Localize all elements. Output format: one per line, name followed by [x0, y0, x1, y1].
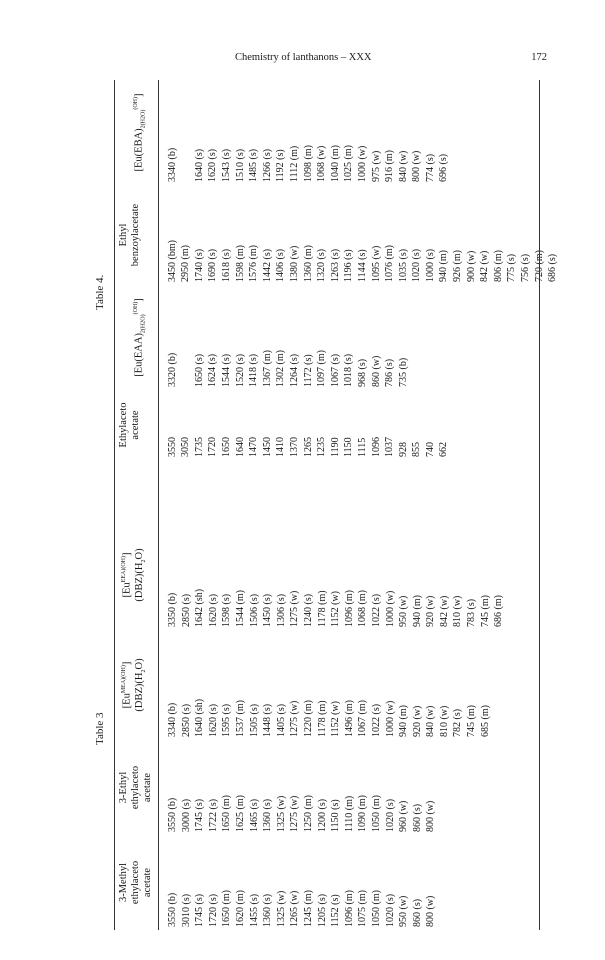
table4-col1-cell: 1640	[234, 437, 246, 457]
table4-header-col3: Ethyl benzoylacetate	[118, 203, 141, 267]
table4-col3-cell: 1020 (s)	[411, 248, 423, 282]
table3-col1-cell: 1455 (s)	[248, 893, 260, 927]
table3-col4-cell: 1598 (s)	[221, 593, 233, 627]
table3-col3-cell: 1275 (w)	[289, 700, 301, 737]
table3-col4-cell: 1152 (w)	[330, 590, 342, 627]
table3-col3-cell: 745 (m)	[466, 705, 478, 737]
table3-col2-cell: 1465 (s)	[248, 798, 260, 832]
table3-col4-cell: 1178 (m)	[316, 590, 328, 627]
table3-col2-cell: 1020 (s)	[384, 798, 396, 832]
table4-col4-cell	[179, 80, 193, 182]
table4-col1-cell: 1235	[316, 437, 328, 457]
table3-header-col1: 3-Methyl ethylaceto acetate	[118, 860, 153, 905]
table3-col2-cell: 1745 (s)	[194, 798, 206, 832]
table4-col4-cell: 1112 (m)	[288, 145, 300, 182]
table3-col4-cell: 745 (m)	[479, 595, 491, 627]
table3-col3-cell: 1448 (s)	[262, 703, 274, 737]
table3-col2-cell: 1275 (w)	[289, 795, 301, 832]
table3-header-col3: $[Eu^{MEA)(OH)}]$ $(DBZ)(H_2O)$	[121, 658, 147, 712]
table4-col1-cell: 740	[424, 442, 436, 457]
table3-col1-cell: 1265 (w)	[289, 890, 301, 927]
table3-col4	[166, 520, 506, 630]
table3-col3-cell: 782 (s)	[452, 708, 464, 737]
running-head-title: Chemistry of lanthanons – XXX	[235, 52, 372, 63]
table4-col1-cell: 1190	[329, 437, 341, 457]
table4-col1-cell: 1265	[302, 437, 314, 457]
table3-col2-cell: 1110 (m)	[343, 795, 355, 832]
table3-col2-cell: 1625 (m)	[234, 795, 246, 832]
table3-col4-cell: 1620 (s)	[207, 593, 219, 627]
table3-col4-cell: 783 (s)	[466, 598, 478, 627]
table4-col2-cell: 1264 (s)	[288, 353, 300, 387]
table3-col4-cell: 1506 (s)	[248, 593, 260, 627]
table3-col3-cell: 1152 (w)	[330, 700, 342, 737]
table3-col3	[166, 630, 506, 740]
table4-col2-cell: 1172 (s)	[302, 354, 314, 387]
table4-col3-cell: 686 (s)	[547, 253, 559, 282]
table4-col3-cell: 1360 (m)	[302, 245, 314, 282]
table3-col2-cell: 1050 (m)	[370, 795, 382, 832]
table4-col3-cell: 1618 (s)	[220, 248, 232, 282]
table3-col4-cell: 950 (w)	[398, 595, 410, 627]
table4-col2-cell: 1544 (s)	[220, 353, 232, 387]
table4-col3-cell: 1076 (m)	[384, 245, 396, 282]
table4-col3	[166, 185, 560, 285]
table4-col1-cell: 1115	[356, 437, 368, 457]
table3-col2-cell: 800 (w)	[425, 800, 437, 832]
table4-col4-cell: 1620 (s)	[207, 148, 219, 182]
table3-col2-cell: 1090 (m)	[357, 795, 369, 832]
table3-col1-cell: 3010 (s)	[180, 893, 192, 927]
table3-col3-cell: 1067 (m)	[357, 700, 369, 737]
table3-col3-cell: 3340 (b)	[167, 702, 178, 737]
table4-col2-cell: 3320 (b)	[166, 352, 178, 387]
table3-col4-cell: 1096 (m)	[343, 590, 355, 627]
table3-col3-cell: 1505 (s)	[248, 703, 260, 737]
table4-col1-cell: 1470	[248, 437, 260, 457]
table3-col1-cell: 860 (s)	[411, 898, 423, 927]
table3-col3-cell: 1620 (s)	[207, 703, 219, 737]
table4	[118, 80, 560, 460]
table3-col1-cell: 1245 (m)	[302, 890, 314, 927]
table4-col1-cell: 1150	[343, 437, 355, 457]
table4-col3-cell: 756 (s)	[520, 253, 532, 282]
table4-col2-cell: 1367 (m)	[261, 350, 273, 387]
table4-col4-cell: 1266 (s)	[261, 148, 273, 182]
table3-col3-cell: 685 (m)	[479, 705, 491, 737]
table3-col4-cell: 1544 (m)	[234, 590, 246, 627]
table3-col3-cell: 840 (w)	[425, 705, 437, 737]
table4-col2-cell: 1018 (s)	[343, 353, 355, 387]
table4-col4-cell: 975 (w)	[370, 150, 382, 182]
table3-col3-cell: 1405 (s)	[275, 703, 287, 737]
table3-col1-cell: 1720 (s)	[207, 893, 219, 927]
table4-col3-cell: 1263 (s)	[329, 248, 341, 282]
table4-col2-cell: 1624 (s)	[207, 353, 219, 387]
table4-col2-cell: 1650 (s)	[193, 353, 205, 387]
table4-col4-cell: 1640 (s)	[193, 148, 205, 182]
table3-col2-cell: 1360 (s)	[262, 798, 274, 832]
table4-col1-cell: 1735	[193, 437, 205, 457]
table3-col1-cell: 1152 (s)	[330, 894, 342, 927]
table3	[118, 520, 506, 930]
top-rule	[114, 80, 115, 930]
table3-col3-cell: 920 (w)	[411, 705, 423, 737]
table3-col1-cell: 1205 (s)	[316, 893, 328, 927]
table3-col1-cell: 1075 (m)	[357, 890, 369, 927]
table3-col4-cell: 1306 (s)	[275, 593, 287, 627]
table4-col3-cell: 1000 (s)	[424, 248, 436, 282]
table4-col2-cell: 860 (w)	[370, 355, 382, 387]
table4-col1-cell: 1410	[275, 437, 287, 457]
table3-col1-cell: 1325 (w)	[275, 890, 287, 927]
table4-header-col4: $[Eu(EBA)_{2(H2O)}^{(OH)}]$	[133, 93, 147, 172]
table4-col1	[166, 390, 560, 460]
table3-col4-cell: 1068 (m)	[357, 590, 369, 627]
table3-col2-cell: 960 (w)	[398, 800, 410, 832]
table4-col3-cell: 1406 (s)	[275, 248, 287, 282]
table3-col4-cell: 810 (w)	[452, 595, 464, 627]
table3-col2-cell: 3000 (s)	[180, 798, 192, 832]
table3-col4-cell: 1000 (w)	[384, 590, 396, 627]
table4-col3-cell: 1576 (m)	[248, 245, 260, 282]
table3-col4-cell: 1240 (s)	[302, 593, 314, 627]
table3-col2-cell: 1722 (s)	[207, 798, 219, 832]
table3-header-col4: $[Eu^{EEA)(OH)}]$ $(DBZ)(H_2O)$	[121, 548, 147, 602]
table4-caption: Table 4.	[94, 274, 106, 310]
table4-col2	[166, 285, 560, 390]
table4-col2-cell	[179, 285, 193, 387]
table4-col3-cell: 1320 (s)	[316, 248, 328, 282]
table4-header-col2: $[Eu(EAA)_{2(H2O)}^{(OH)}]$	[133, 298, 147, 377]
table4-col4-cell: 1040 (m)	[329, 145, 341, 182]
table3-caption: Table 3	[94, 712, 106, 745]
table4-col1-cell: 1720	[207, 437, 219, 457]
table4-col1-cell: 1450	[261, 437, 273, 457]
table4-col4-cell: 800 (w)	[411, 150, 423, 182]
table4-col1-cell: 3050	[180, 437, 192, 457]
table3-col4-cell: 1450 (s)	[262, 593, 274, 627]
table3-col3-cell: 1640 (sh)	[194, 698, 206, 737]
table4-col3-cell: 900 (w)	[465, 250, 477, 282]
table4-col3-cell: 806 (m)	[492, 250, 504, 282]
table4-col3-cell: 720 (m)	[533, 250, 545, 282]
table3-col2-cell: 1650 (m)	[221, 795, 233, 832]
table4-col3-cell: 1380 (w)	[288, 245, 300, 282]
table3-col1-cell: 3550 (b)	[167, 892, 178, 927]
table4-col1-cell: 1650	[220, 437, 232, 457]
table3-header-col2: 3-Ethyl ethylaceto acetate	[118, 765, 153, 810]
table3-col1	[166, 835, 506, 930]
table3-col2-cell: 1325 (w)	[275, 795, 287, 832]
table3-col4-cell: 1275 (w)	[289, 590, 301, 627]
table3-col4-cell: 3350 (b)	[167, 592, 178, 627]
table3-col3-cell: 1537 (m)	[234, 700, 246, 737]
table4-col3-cell: 775 (s)	[506, 253, 518, 282]
table3-col1-cell: 1360 (s)	[262, 893, 274, 927]
table4-col3-cell: 1144 (s)	[356, 249, 368, 282]
table4-col4	[166, 80, 560, 185]
table4-col2-cell: 1097 (m)	[316, 350, 328, 387]
table3-col3-cell: 940 (m)	[398, 705, 410, 737]
table3-col1-cell: 1050 (m)	[370, 890, 382, 927]
table4-col4-cell: 1192 (s)	[275, 149, 287, 182]
table4-col2-cell: 1302 (m)	[275, 350, 287, 387]
table3-col3-cell: 1595 (s)	[221, 703, 233, 737]
table4-col2-cell: 1520 (s)	[234, 353, 246, 387]
table4-col4-cell: 916 (m)	[384, 150, 396, 182]
table4-col3-cell: 842 (w)	[479, 250, 491, 282]
table4-col1-cell: 1370	[288, 437, 300, 457]
table3-col3-cell: 1178 (m)	[316, 700, 328, 737]
table4-col2-cell: 1067 (s)	[329, 353, 341, 387]
table4-col2-cell: 735 (b)	[397, 357, 409, 387]
table4-col4-cell: 840 (w)	[397, 150, 409, 182]
table4-col2-cell: 1418 (s)	[248, 353, 260, 387]
table3-col4-cell: 1642 (sh)	[194, 588, 206, 627]
table3-col4-cell: 1022 (s)	[370, 593, 382, 627]
table3-col4-cell: 686 (m)	[493, 595, 505, 627]
table3-col1-cell: 1650 (m)	[221, 890, 233, 927]
table4-col1-cell: 928	[397, 442, 409, 457]
table4-col4-cell: 3340 (b)	[166, 147, 178, 182]
table4-col4-cell: 1510 (s)	[234, 148, 246, 182]
table3-col4-cell: 842 (w)	[438, 595, 450, 627]
table4-col3-cell: 940 (m)	[438, 250, 450, 282]
table3-col1-cell: 1620 (m)	[234, 890, 246, 927]
table4-col3-cell: 1740 (s)	[193, 248, 205, 282]
table4-header-col1: Ethylaceto acetate	[118, 402, 141, 448]
table3-col1-cell: 950 (w)	[398, 895, 410, 927]
table3-col1-cell: 800 (w)	[425, 895, 437, 927]
table3-col2-cell: 1150 (s)	[330, 799, 342, 832]
table4-col3-cell: 2950 (m)	[180, 245, 192, 282]
table4-col1-cell: 855	[411, 442, 423, 457]
table4-col3-cell: 1196 (s)	[343, 249, 355, 282]
table4-col4-cell: 1000 (w)	[356, 145, 368, 182]
rotated-tables	[94, 80, 559, 930]
table4-col4-cell: 1098 (m)	[302, 145, 314, 182]
table3-col1-cell: 1096 (m)	[343, 890, 355, 927]
table3-col1-cell: 1745 (s)	[194, 893, 206, 927]
table4-col3-cell: 1442 (s)	[261, 248, 273, 282]
table3-col3-cell: 1496 (m)	[343, 700, 355, 737]
table4-col4-cell: 1068 (w)	[316, 145, 328, 182]
table3-col2-cell: 3550 (b)	[167, 797, 178, 832]
table3-col2-cell: 1200 (s)	[316, 798, 328, 832]
table3-col2	[166, 740, 506, 835]
table4-col2-cell: 786 (s)	[384, 358, 396, 387]
table4-col4-cell: 774 (s)	[424, 153, 436, 182]
table3-col3-cell: 1000 (w)	[384, 700, 396, 737]
table4-col3-cell: 3450 (bm)	[166, 240, 178, 282]
table3-col4-cell: 940 (m)	[411, 595, 423, 627]
table3-col4-cell: 920 (w)	[425, 595, 437, 627]
table4-col1-cell: 3550	[166, 437, 178, 457]
table4-col4-cell: 1543 (s)	[220, 148, 232, 182]
table3-col2-cell: 860 (s)	[411, 803, 423, 832]
table4-col4-cell: 696 (s)	[438, 153, 450, 182]
table3-col4-cell: 2850 (s)	[180, 593, 192, 627]
table3-col3-cell: 2850 (s)	[180, 703, 192, 737]
table4-col3-cell: 1690 (s)	[207, 248, 219, 282]
table3-col3-cell: 810 (w)	[438, 705, 450, 737]
page-number: 172	[531, 52, 547, 63]
table4-col3-cell: 1035 (s)	[397, 248, 409, 282]
table4-col3-cell: 1095 (w)	[370, 245, 382, 282]
table4-col1-cell: 1096	[370, 437, 382, 457]
table4-col2-cell: 968 (s)	[356, 358, 368, 387]
table4-col3-cell: 1598 (m)	[234, 245, 246, 282]
table3-col3-cell: 1220 (m)	[302, 700, 314, 737]
table4-col4-cell: 1485 (s)	[248, 148, 260, 182]
table4-col3-cell: 926 (m)	[452, 250, 464, 282]
table3-col3-cell: 1022 (s)	[370, 703, 382, 737]
table4-col4-cell: 1025 (m)	[343, 145, 355, 182]
table3-col2-cell: 1250 (m)	[302, 795, 314, 832]
table4-col1-cell: 1037	[384, 437, 396, 457]
table4-col1-cell: 662	[438, 442, 450, 457]
bottom-rule	[539, 80, 540, 930]
table3-col1-cell: 1020 (s)	[384, 893, 396, 927]
